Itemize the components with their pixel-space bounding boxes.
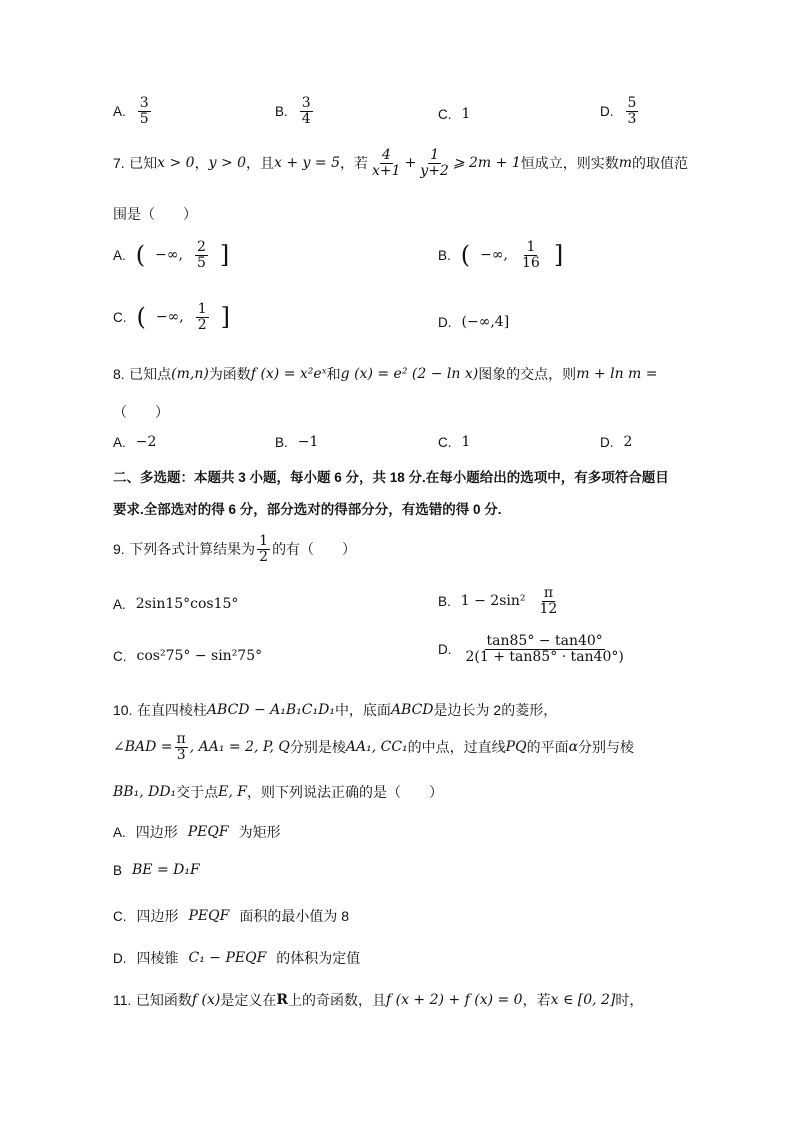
fraction: $\frac{3}{4}$ [301, 95, 311, 127]
q6-option-d[interactable] [600, 96, 640, 126]
q7-option-a[interactable]: A. ( −∞, $\frac{2}{5}$ ] [113, 239, 230, 271]
q6-option-c[interactable] [438, 106, 470, 122]
q9-option-c[interactable]: C. cos²75° − sin²75° [113, 648, 263, 664]
question-8-paren: （ ） [113, 404, 169, 420]
question-9-stem: 9. 下列各式计算结果为 $\frac{1}{2}$ 的有（ ） [113, 533, 357, 565]
q10-option-b[interactable]: B BE = D₁F [113, 862, 200, 878]
q8-option-b[interactable]: B. −1 [275, 434, 319, 450]
question-10-line1: 10. 在直四棱柱 ABCD − A₁B₁C₁D₁ 中，底面 ABCD 是边长为 2的菱形， [113, 702, 558, 718]
q9-option-d[interactable]: D. $\frac{\tan 85^\circ - \tan 40^\circ}{2(1 + \tan 85^\circ \cdot \tan 40^\circ)}$ [438, 633, 624, 665]
q8-option-d[interactable]: D. 2 [600, 434, 633, 450]
q7-option-b[interactable]: B. ( −∞, $\frac{1}{16}$ ] [438, 239, 564, 271]
q10-option-d[interactable]: D. 四棱锥 C₁ − PEQF 的体积为定值 [113, 950, 361, 966]
question-10-line3: BB₁, DD₁ 交于点 E, F ，则下列说法正确的是（ ） [113, 784, 443, 800]
question-7-line2: 围是（ ） [113, 206, 197, 222]
q10-option-a[interactable]: A. 四边形 PEQF 为矩形 [113, 824, 281, 840]
question-8-stem: 8. 已知点 (m,n) 为函数 f (x) = x²eˣ 和 g (x) = e² (2 − ln x) 图象的交点，则 m + ln m = [113, 366, 658, 382]
q8-option-c[interactable]: C. 1 [438, 434, 471, 450]
question-10-line2: ∠BAD = $\frac{\pi}{3}$ , AA₁ = 2, P, Q 分别是棱 AA₁, CC₁ 的中点，过直线 PQ 的平面 α 分别与棱 [113, 731, 635, 763]
option-label: A. [113, 103, 126, 119]
question-11-stem: 11. 已知函数 f (x) 是定义在 R 上的奇函数，且 f (x + 2) + f (x) = 0 ，若 x ∈ [0, 2] 时， [113, 992, 644, 1008]
q9-option-a[interactable]: A. 2sin15°cos15° [113, 596, 239, 612]
question-7-stem: 7. 已知 x > 0 ， y > 0 ，且 x + y = 5 ，若 $\frac{4}{x+1}$ + $\frac{1}{y+2}$ ⩾ 2m + 1 恒成立，则实数 m 的取值范 [113, 147, 689, 179]
option-label: C. [438, 106, 452, 122]
option-label: D. [600, 103, 614, 119]
option-label: B. [275, 103, 288, 119]
q6-option-a[interactable] [113, 96, 153, 126]
q9-option-b[interactable]: B. 1 − 2sin² $\frac{\pi}{12}$ [438, 585, 558, 617]
q8-option-a[interactable]: A. −2 [113, 434, 157, 450]
section-2-line2: 要求.全部选对的得 6 分，部分选对的得部分分，有选错的得 0 分. [113, 502, 502, 517]
q10-option-c[interactable]: C. 四边形 PEQF 面积的最小值为 8 [113, 908, 350, 924]
q7-option-c[interactable]: C. ( −∞, $\frac{1}{2}$ ] [113, 301, 231, 333]
fraction: $\frac{3}{5}$ [139, 95, 149, 127]
section-2-line1: 二、多选题：本题共 3 小题，每小题 6 分，共 18 分.在每小题给出的选项中，有多项符合题目 [113, 470, 669, 485]
q6-option-b[interactable] [275, 96, 315, 126]
q7-option-d[interactable]: D. (−∞,4] [438, 314, 510, 330]
option-value: 1 [461, 106, 471, 122]
fraction: $\frac{5}{3}$ [627, 95, 637, 127]
